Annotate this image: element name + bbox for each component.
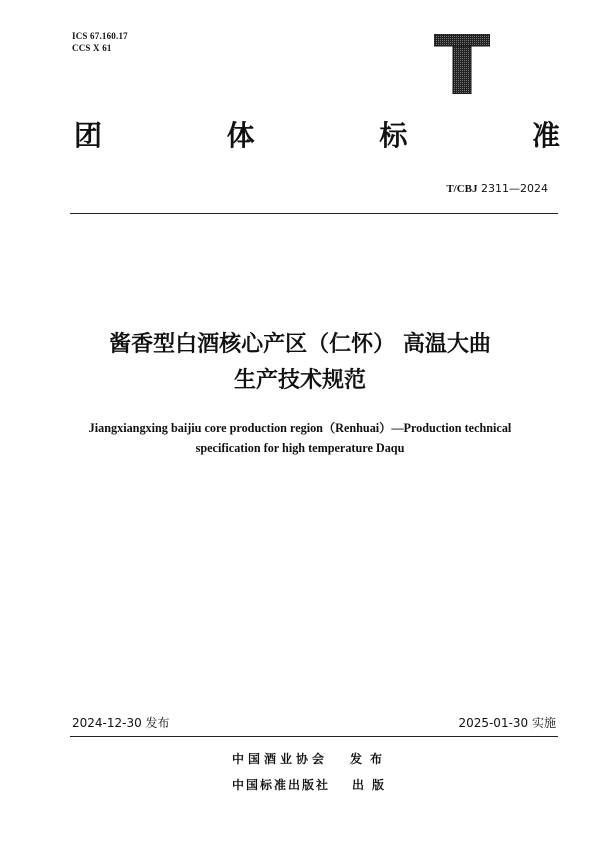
english-title-line-1: Jiangxiangxing baijiu core production region（Renhuai）—Production technical: [88, 421, 512, 435]
group-standard-t-logo: [434, 34, 490, 94]
english-title-line-2: specification for high temperature Daqu: [195, 441, 405, 455]
publisher-name: 中国酒业协会: [232, 752, 329, 766]
doc-type-char: 团: [74, 119, 103, 152]
publisher-line: [232, 777, 392, 793]
publisher-action: 出版: [352, 778, 393, 792]
publisher-name: 中国标准出版社: [232, 778, 331, 792]
top-divider: [70, 213, 558, 214]
classification-codes: [72, 30, 128, 54]
document-type-heading: [74, 118, 560, 154]
publisher-action: 发布: [350, 752, 391, 766]
doc-type-char: 体: [226, 119, 255, 152]
publisher-line: [232, 751, 390, 767]
standard-number: [446, 182, 548, 196]
doc-type-char: 标: [379, 119, 408, 152]
issue-date: 2024-12-30 发布: [72, 716, 170, 730]
standard-number-prefix: T/CBJ: [446, 183, 478, 195]
chinese-title-line-2: 生产技术规范: [233, 368, 366, 393]
doc-type-char: 准: [531, 119, 560, 152]
english-title: [40, 418, 560, 458]
bottom-divider: [70, 736, 558, 737]
ics-code: ICS 67.160.17: [72, 31, 128, 41]
chinese-title-line-1: 酱香型白酒核心产区（仁怀） 高温大曲: [109, 332, 491, 357]
standard-number-code: 2311—2024: [477, 182, 548, 195]
chinese-title: [40, 327, 560, 399]
ccs-code: CCS X 61: [72, 43, 112, 53]
implementation-date: 2025-01-30 实施: [458, 716, 556, 730]
